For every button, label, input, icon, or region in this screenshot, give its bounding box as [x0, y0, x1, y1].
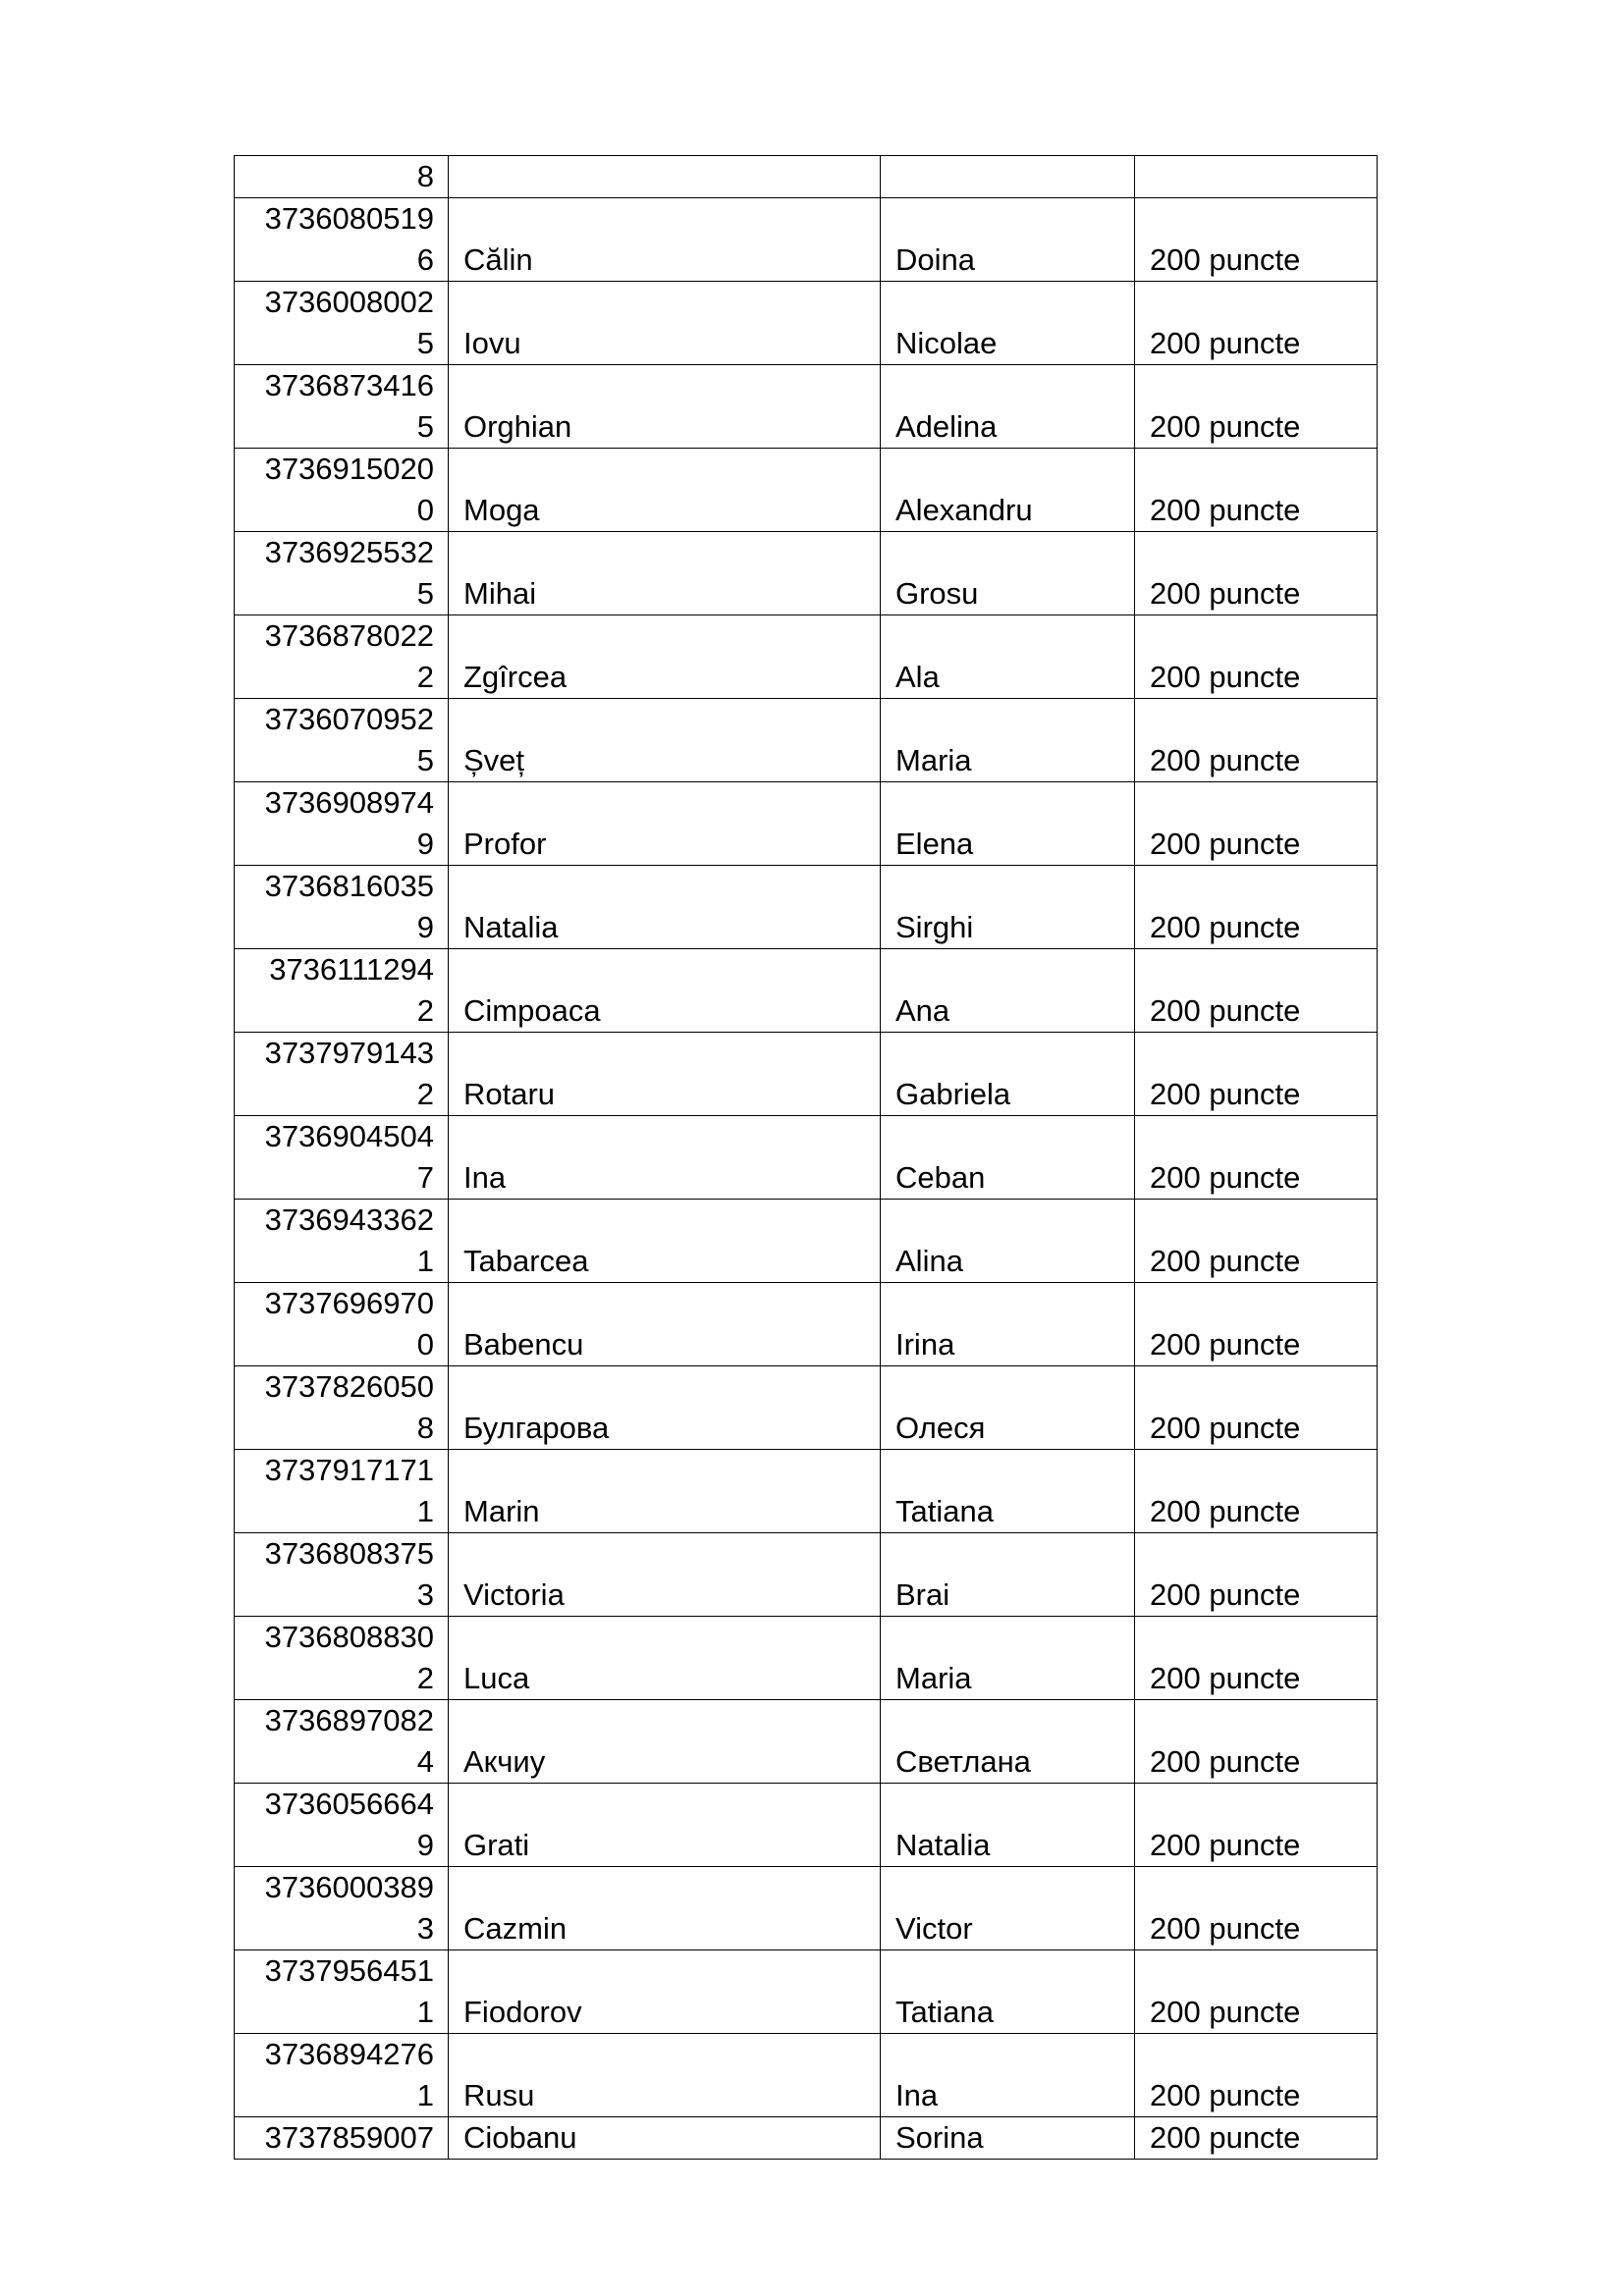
- phone-cell: [235, 532, 449, 615]
- last-name-cell: Grati: [449, 1784, 881, 1867]
- points-cell: 200 puncte: [1135, 949, 1378, 1033]
- phone-cell: [235, 866, 449, 949]
- phone-cell: [235, 1867, 449, 1950]
- points-cell: 200 puncte: [1135, 1450, 1378, 1533]
- phone-number-line: 3736008002: [264, 285, 434, 319]
- table-row: [235, 1366, 1378, 1450]
- points-cell: 200 puncte: [1135, 1617, 1378, 1700]
- table-row: [235, 949, 1378, 1033]
- phone-cell: [235, 1366, 449, 1450]
- points-cell: 200 puncte: [1135, 449, 1378, 532]
- table-row: [235, 532, 1378, 615]
- table-row: [235, 1200, 1378, 1283]
- last-name-cell: Iovu: [449, 282, 881, 365]
- last-name-cell: Marin: [449, 1450, 881, 1533]
- last-name-cell: Călin: [449, 198, 881, 282]
- table-row: [235, 699, 1378, 782]
- points-cell: 200 puncte: [1135, 1283, 1378, 1366]
- first-name-cell: Светлана: [881, 1700, 1135, 1784]
- table-row: [235, 1033, 1378, 1116]
- points-table: [234, 155, 1378, 2160]
- first-name-cell: Adelina: [881, 365, 1135, 449]
- phone-cell: [235, 282, 449, 365]
- table-row: [235, 1617, 1378, 1700]
- last-name-cell: Cazmin: [449, 1867, 881, 1950]
- table-row: [235, 1784, 1378, 1867]
- table-row: [235, 866, 1378, 949]
- first-name-cell: Doina: [881, 198, 1135, 282]
- table-row: [235, 1700, 1378, 1784]
- phone-number-line: 3736808830: [264, 1620, 434, 1654]
- phone-number-line: 0: [416, 493, 434, 527]
- phone-number-line: 3736897082: [264, 1703, 434, 1737]
- last-name-cell: Ciobanu: [449, 2117, 881, 2160]
- table-row: [235, 1533, 1378, 1617]
- table-row: [235, 2034, 1378, 2117]
- first-name-cell: Ina: [881, 2034, 1135, 2117]
- first-name-cell: Олеся: [881, 1366, 1135, 1450]
- last-name-cell: Cimpoaca: [449, 949, 881, 1033]
- phone-cell: [235, 156, 449, 198]
- phone-cell: [235, 1450, 449, 1533]
- phone-number-line: 1: [416, 1244, 434, 1278]
- phone-number-line: 9: [416, 827, 434, 861]
- table-row: [235, 782, 1378, 866]
- points-cell: 200 puncte: [1135, 1116, 1378, 1200]
- last-name-cell: [449, 156, 881, 198]
- points-cell: 200 puncte: [1135, 782, 1378, 866]
- first-name-cell: Brai: [881, 1533, 1135, 1617]
- last-name-cell: Babencu: [449, 1283, 881, 1366]
- points-cell: 200 puncte: [1135, 615, 1378, 699]
- first-name-cell: Gabriela: [881, 1033, 1135, 1116]
- last-name-cell: Mihai: [449, 532, 881, 615]
- phone-cell: [235, 1033, 449, 1116]
- phone-cell: [235, 365, 449, 449]
- last-name-cell: Moga: [449, 449, 881, 532]
- phone-number-line: 5: [416, 326, 434, 360]
- first-name-cell: Natalia: [881, 1784, 1135, 1867]
- phone-cell: [235, 198, 449, 282]
- first-name-cell: Ceban: [881, 1116, 1135, 1200]
- points-cell: [1135, 156, 1378, 198]
- phone-number-line: 3736070952: [264, 702, 434, 736]
- phone-number-line: 6: [416, 242, 434, 277]
- first-name-cell: Ana: [881, 949, 1135, 1033]
- phone-number-line: 9: [416, 1828, 434, 1862]
- phone-number-line: 0: [416, 1327, 434, 1362]
- phone-cell: [235, 2117, 449, 2160]
- phone-number-line: 3736943362: [264, 1202, 434, 1237]
- points-cell: 200 puncte: [1135, 1200, 1378, 1283]
- phone-number-line: 5: [416, 743, 434, 777]
- phone-number-line: 3736908974: [264, 785, 434, 820]
- first-name-cell: Maria: [881, 1617, 1135, 1700]
- first-name-cell: Tatiana: [881, 1950, 1135, 2034]
- phone-cell: [235, 1784, 449, 1867]
- points-cell: 200 puncte: [1135, 1033, 1378, 1116]
- phone-cell: [235, 449, 449, 532]
- points-cell: 200 puncte: [1135, 365, 1378, 449]
- phone-number-line: 1: [416, 1494, 434, 1528]
- phone-number-line: 3737696970: [264, 1286, 434, 1320]
- phone-number-line: 2: [416, 1077, 434, 1111]
- table-row: [235, 449, 1378, 532]
- table-row: [235, 198, 1378, 282]
- last-name-cell: Orghian: [449, 365, 881, 449]
- phone-number-line: 3736808375: [264, 1536, 434, 1571]
- phone-cell: [235, 1200, 449, 1283]
- phone-number-line: 4: [416, 1744, 434, 1779]
- table-row: [235, 615, 1378, 699]
- last-name-cell: Булгарова: [449, 1366, 881, 1450]
- phone-cell: [235, 1700, 449, 1784]
- last-name-cell: Șveț: [449, 699, 881, 782]
- phone-number-line: 3737859007: [264, 2120, 434, 2155]
- points-cell: 200 puncte: [1135, 532, 1378, 615]
- first-name-cell: Ala: [881, 615, 1135, 699]
- phone-cell: [235, 2034, 449, 2117]
- phone-number-line: 9: [416, 910, 434, 944]
- table-row: [235, 1116, 1378, 1200]
- last-name-cell: Акчиу: [449, 1700, 881, 1784]
- last-name-cell: Luca: [449, 1617, 881, 1700]
- phone-cell: [235, 782, 449, 866]
- phone-cell: [235, 949, 449, 1033]
- phone-cell: [235, 1116, 449, 1200]
- phone-number-line: 3736873416: [264, 368, 434, 402]
- first-name-cell: Maria: [881, 699, 1135, 782]
- phone-number-line: 3736904504: [264, 1119, 434, 1153]
- points-cell: 200 puncte: [1135, 1784, 1378, 1867]
- points-cell: 200 puncte: [1135, 699, 1378, 782]
- table-row: [235, 2117, 1378, 2160]
- phone-number-line: 8: [416, 1411, 434, 1445]
- last-name-cell: Profor: [449, 782, 881, 866]
- last-name-cell: Natalia: [449, 866, 881, 949]
- table-row: [235, 1950, 1378, 2034]
- last-name-cell: Ina: [449, 1116, 881, 1200]
- phone-number-line: 3: [416, 1911, 434, 1946]
- table-row: [235, 156, 1378, 198]
- phone-number-line: 1: [416, 1995, 434, 2029]
- phone-cell: [235, 699, 449, 782]
- first-name-cell: Nicolae: [881, 282, 1135, 365]
- last-name-cell: Zgîrcea: [449, 615, 881, 699]
- first-name-cell: Irina: [881, 1283, 1135, 1366]
- phone-number-line: 3: [416, 1577, 434, 1612]
- last-name-cell: Rotaru: [449, 1033, 881, 1116]
- phone-number-line: 3736080519: [264, 201, 434, 236]
- table-row: [235, 1283, 1378, 1366]
- phone-cell: [235, 615, 449, 699]
- last-name-cell: Rusu: [449, 2034, 881, 2117]
- phone-number-line: 8: [416, 159, 434, 193]
- first-name-cell: Alina: [881, 1200, 1135, 1283]
- phone-number-line: 3736000389: [264, 1870, 434, 1904]
- last-name-cell: Tabarcea: [449, 1200, 881, 1283]
- phone-number-line: 2: [416, 1661, 434, 1695]
- phone-number-line: 3737979143: [264, 1036, 434, 1070]
- last-name-cell: Fiodorov: [449, 1950, 881, 2034]
- points-cell: 200 puncte: [1135, 1700, 1378, 1784]
- first-name-cell: Tatiana: [881, 1450, 1135, 1533]
- points-cell: 200 puncte: [1135, 1533, 1378, 1617]
- phone-number-line: 3737917171: [264, 1453, 434, 1487]
- table-row: [235, 282, 1378, 365]
- phone-number-line: 7: [416, 1160, 434, 1195]
- points-table-body: [235, 156, 1378, 2160]
- phone-cell: [235, 1283, 449, 1366]
- points-cell: 200 puncte: [1135, 198, 1378, 282]
- phone-number-line: 3737956451: [264, 1953, 434, 1988]
- points-cell: 200 puncte: [1135, 1867, 1378, 1950]
- first-name-cell: Grosu: [881, 532, 1135, 615]
- table-row: [235, 365, 1378, 449]
- first-name-cell: Sirghi: [881, 866, 1135, 949]
- phone-number-line: 2: [416, 660, 434, 694]
- table-row: [235, 1867, 1378, 1950]
- phone-number-line: 5: [416, 576, 434, 611]
- table-row: [235, 1450, 1378, 1533]
- phone-number-line: 2: [416, 993, 434, 1028]
- phone-number-line: 3736111294: [269, 952, 434, 987]
- phone-cell: [235, 1617, 449, 1700]
- phone-number-line: 5: [416, 409, 434, 444]
- phone-number-line: 3736056664: [264, 1787, 434, 1821]
- phone-number-line: 3736915020: [264, 452, 434, 486]
- points-cell: 200 puncte: [1135, 1366, 1378, 1450]
- first-name-cell: Elena: [881, 782, 1135, 866]
- first-name-cell: Victor: [881, 1867, 1135, 1950]
- phone-number-line: 3736925532: [264, 535, 434, 569]
- points-cell: 200 puncte: [1135, 282, 1378, 365]
- phone-cell: [235, 1950, 449, 2034]
- phone-cell: [235, 1533, 449, 1617]
- first-name-cell: [881, 156, 1135, 198]
- points-cell: 200 puncte: [1135, 2034, 1378, 2117]
- phone-number-line: 3736816035: [264, 869, 434, 903]
- last-name-cell: Victoria: [449, 1533, 881, 1617]
- points-cell: 200 puncte: [1135, 2117, 1378, 2160]
- first-name-cell: Alexandru: [881, 449, 1135, 532]
- points-cell: 200 puncte: [1135, 1950, 1378, 2034]
- phone-number-line: 1: [416, 2078, 434, 2112]
- phone-number-line: 3736878022: [264, 618, 434, 653]
- first-name-cell: Sorina: [881, 2117, 1135, 2160]
- phone-number-line: 3736894276: [264, 2037, 434, 2071]
- phone-number-line: 3737826050: [264, 1369, 434, 1404]
- points-cell: 200 puncte: [1135, 866, 1378, 949]
